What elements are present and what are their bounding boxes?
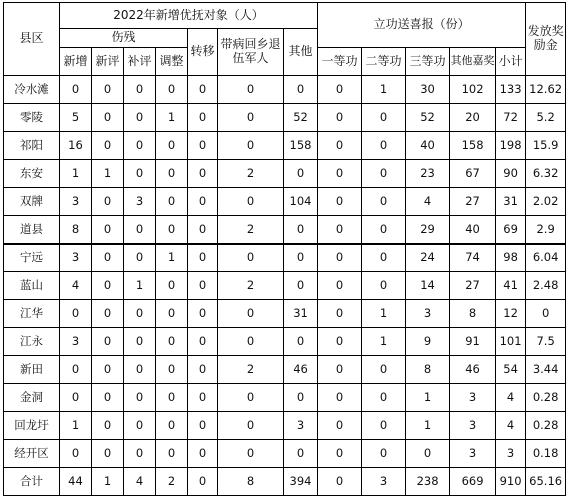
merit-first-cell: 0 (318, 216, 362, 244)
merit-third-cell: 9 (406, 328, 450, 356)
other-cell: 0 (284, 216, 318, 244)
merit-other-cell: 40 (450, 216, 496, 244)
injury-supplementary-cell: 4 (124, 468, 156, 496)
ill-returned-cell: 0 (218, 104, 284, 132)
injury-adjusted-cell: 1 (156, 244, 188, 272)
table-row (4, 160, 566, 188)
injury-new-cell: 0 (60, 300, 92, 328)
transfer-cell: 0 (188, 440, 218, 468)
merit-first-cell: 0 (318, 300, 362, 328)
reward-cell: 65.16 (526, 468, 566, 496)
injury-supplementary-cell: 0 (124, 356, 156, 384)
merit-second-cell: 0 (362, 272, 406, 300)
injury-supplementary-cell: 1 (124, 272, 156, 300)
merit-subtotal-cell: 101 (496, 328, 526, 356)
header-merit-other: 其他嘉奖 (450, 48, 496, 76)
merit-third-cell: 14 (406, 272, 450, 300)
injury-adjusted-cell: 0 (156, 188, 188, 216)
merit-other-cell: 20 (450, 104, 496, 132)
merit-second-cell: 0 (362, 412, 406, 440)
reward-cell: 2.9 (526, 216, 566, 244)
injury-adjusted-cell: 0 (156, 328, 188, 356)
merit-first-cell: 0 (318, 76, 362, 104)
table-row (4, 440, 566, 468)
injury-newly-rated-cell: 1 (92, 160, 124, 188)
injury-newly-rated-cell: 0 (92, 76, 124, 104)
reward-cell: 0.28 (526, 412, 566, 440)
merit-other-cell: 91 (450, 328, 496, 356)
ill-returned-cell: 8 (218, 468, 284, 496)
injury-adjusted-cell: 2 (156, 468, 188, 496)
merit-subtotal-cell: 69 (496, 216, 526, 244)
header-merit: 立功送喜报（份） (318, 3, 526, 48)
reward-cell: 7.5 (526, 328, 566, 356)
header-injury: 伤残 (60, 29, 188, 48)
merit-first-cell: 0 (318, 188, 362, 216)
injury-newly-rated-cell: 1 (92, 468, 124, 496)
merit-third-cell: 238 (406, 468, 450, 496)
injury-newly-rated-cell: 0 (92, 216, 124, 244)
ill-returned-cell: 2 (218, 272, 284, 300)
reward-cell: 15.9 (526, 132, 566, 160)
reward-cell: 2.02 (526, 188, 566, 216)
merit-second-cell: 0 (362, 188, 406, 216)
injury-adjusted-cell: 0 (156, 384, 188, 412)
injury-supplementary-cell: 0 (124, 76, 156, 104)
header-merit-subtotal: 小计 (496, 48, 526, 76)
table-row (4, 356, 566, 384)
merit-first-cell: 0 (318, 272, 362, 300)
injury-supplementary-cell: 0 (124, 300, 156, 328)
injury-supplementary-cell: 0 (124, 104, 156, 132)
reward-cell: 12.62 (526, 76, 566, 104)
injury-new-cell: 3 (60, 328, 92, 356)
merit-subtotal-cell: 98 (496, 244, 526, 272)
merit-first-cell: 0 (318, 132, 362, 160)
injury-newly-rated-cell: 0 (92, 328, 124, 356)
other-cell: 46 (284, 356, 318, 384)
reward-cell: 6.32 (526, 160, 566, 188)
table-row (4, 300, 566, 328)
merit-second-cell: 0 (362, 244, 406, 272)
header-merit-second: 二等功 (362, 48, 406, 76)
county-cell: 祁阳 (4, 132, 60, 160)
injury-new-cell: 3 (60, 188, 92, 216)
injury-adjusted-cell: 0 (156, 412, 188, 440)
table-row (4, 412, 566, 440)
table-row (4, 328, 566, 356)
transfer-cell: 0 (188, 412, 218, 440)
table-row (4, 104, 566, 132)
merit-third-cell: 8 (406, 356, 450, 384)
injury-adjusted-cell: 0 (156, 440, 188, 468)
injury-newly-rated-cell: 0 (92, 132, 124, 160)
other-cell: 52 (284, 104, 318, 132)
header-new-targets: 2022年新增优抚对象（人） (60, 3, 318, 29)
merit-second-cell: 0 (362, 384, 406, 412)
merit-third-cell: 1 (406, 412, 450, 440)
county-cell: 江华 (4, 300, 60, 328)
header-reward: 发放奖励金 (526, 3, 566, 76)
county-cell: 零陵 (4, 104, 60, 132)
transfer-cell: 0 (188, 132, 218, 160)
reward-cell: 0 (526, 300, 566, 328)
merit-second-cell: 0 (362, 216, 406, 244)
transfer-cell: 0 (188, 104, 218, 132)
merit-other-cell: 102 (450, 76, 496, 104)
merit-subtotal-cell: 90 (496, 160, 526, 188)
merit-subtotal-cell: 910 (496, 468, 526, 496)
injury-supplementary-cell: 0 (124, 160, 156, 188)
injury-adjusted-cell: 0 (156, 216, 188, 244)
injury-newly-rated-cell: 0 (92, 244, 124, 272)
merit-subtotal-cell: 198 (496, 132, 526, 160)
injury-newly-rated-cell: 0 (92, 188, 124, 216)
merit-first-cell: 0 (318, 384, 362, 412)
table-row (4, 384, 566, 412)
injury-new-cell: 0 (60, 76, 92, 104)
reward-cell: 2.48 (526, 272, 566, 300)
merit-subtotal-cell: 41 (496, 272, 526, 300)
merit-other-cell: 3 (450, 384, 496, 412)
county-cell: 冷水滩 (4, 76, 60, 104)
merit-subtotal-cell: 4 (496, 384, 526, 412)
other-cell: 3 (284, 412, 318, 440)
merit-third-cell: 3 (406, 300, 450, 328)
merit-third-cell: 23 (406, 160, 450, 188)
other-cell: 158 (284, 132, 318, 160)
header-transfer: 转移 (188, 29, 218, 76)
injury-new-cell: 16 (60, 132, 92, 160)
header-merit-third: 三等功 (406, 48, 450, 76)
county-cell: 经开区 (4, 440, 60, 468)
merit-other-cell: 27 (450, 188, 496, 216)
merit-second-cell: 1 (362, 328, 406, 356)
table-body (4, 3, 566, 496)
other-cell: 0 (284, 384, 318, 412)
county-cell: 宁远 (4, 244, 60, 272)
merit-subtotal-cell: 4 (496, 412, 526, 440)
merit-first-cell: 0 (318, 160, 362, 188)
merit-second-cell: 1 (362, 76, 406, 104)
merit-third-cell: 29 (406, 216, 450, 244)
merit-third-cell: 0 (406, 440, 450, 468)
ill-returned-cell: 0 (218, 244, 284, 272)
injury-newly-rated-cell: 0 (92, 412, 124, 440)
table-row (4, 216, 566, 244)
merit-third-cell: 24 (406, 244, 450, 272)
injury-newly-rated-cell: 0 (92, 104, 124, 132)
merit-first-cell: 0 (318, 468, 362, 496)
transfer-cell: 0 (188, 272, 218, 300)
injury-new-cell: 5 (60, 104, 92, 132)
total-row (4, 468, 566, 496)
header-merit-first: 一等功 (318, 48, 362, 76)
transfer-cell: 0 (188, 328, 218, 356)
injury-newly-rated-cell: 0 (92, 300, 124, 328)
transfer-cell: 0 (188, 188, 218, 216)
merit-first-cell: 0 (318, 440, 362, 468)
merit-second-cell: 0 (362, 356, 406, 384)
table-row (4, 272, 566, 300)
injury-supplementary-cell: 0 (124, 216, 156, 244)
header-row-1 (4, 3, 566, 29)
reward-cell: 6.04 (526, 244, 566, 272)
merit-subtotal-cell: 54 (496, 356, 526, 384)
merit-other-cell: 3 (450, 440, 496, 468)
merit-second-cell: 0 (362, 104, 406, 132)
merit-second-cell: 0 (362, 440, 406, 468)
merit-subtotal-cell: 3 (496, 440, 526, 468)
transfer-cell: 0 (188, 216, 218, 244)
transfer-cell: 0 (188, 76, 218, 104)
injury-new-cell: 8 (60, 216, 92, 244)
injury-adjusted-cell: 1 (156, 104, 188, 132)
header-ill-returned: 带病回乡退伍军人 (218, 29, 284, 76)
merit-other-cell: 27 (450, 272, 496, 300)
merit-subtotal-cell: 12 (496, 300, 526, 328)
transfer-cell: 0 (188, 468, 218, 496)
injury-new-cell: 0 (60, 356, 92, 384)
injury-adjusted-cell: 0 (156, 132, 188, 160)
header-injury-adjusted: 调整 (156, 48, 188, 76)
merit-subtotal-cell: 31 (496, 188, 526, 216)
reward-cell: 0.18 (526, 440, 566, 468)
merit-second-cell: 1 (362, 300, 406, 328)
header-county: 县区 (4, 3, 60, 76)
injury-new-cell: 0 (60, 384, 92, 412)
ill-returned-cell: 0 (218, 188, 284, 216)
merit-subtotal-cell: 72 (496, 104, 526, 132)
merit-subtotal-cell: 133 (496, 76, 526, 104)
injury-adjusted-cell: 0 (156, 160, 188, 188)
injury-newly-rated-cell: 0 (92, 272, 124, 300)
merit-first-cell: 0 (318, 328, 362, 356)
header-other: 其他 (284, 29, 318, 76)
table-row (4, 188, 566, 216)
merit-third-cell: 52 (406, 104, 450, 132)
merit-other-cell: 669 (450, 468, 496, 496)
header-injury-newly-rated: 新评 (92, 48, 124, 76)
injury-newly-rated-cell: 0 (92, 356, 124, 384)
merit-third-cell: 30 (406, 76, 450, 104)
injury-supplementary-cell: 0 (124, 384, 156, 412)
injury-supplementary-cell: 0 (124, 244, 156, 272)
ill-returned-cell: 0 (218, 412, 284, 440)
ill-returned-cell: 0 (218, 76, 284, 104)
header-injury-new: 新增 (60, 48, 92, 76)
transfer-cell: 0 (188, 160, 218, 188)
county-cell: 回龙圩 (4, 412, 60, 440)
reward-cell: 0.28 (526, 384, 566, 412)
merit-third-cell: 4 (406, 188, 450, 216)
other-cell: 0 (284, 440, 318, 468)
merit-first-cell: 0 (318, 244, 362, 272)
merit-second-cell: 0 (362, 132, 406, 160)
injury-new-cell: 1 (60, 412, 92, 440)
injury-new-cell: 0 (60, 440, 92, 468)
injury-newly-rated-cell: 0 (92, 440, 124, 468)
other-cell: 104 (284, 188, 318, 216)
injury-supplementary-cell: 0 (124, 440, 156, 468)
merit-other-cell: 74 (450, 244, 496, 272)
transfer-cell: 0 (188, 356, 218, 384)
county-cell: 东安 (4, 160, 60, 188)
county-cell: 江永 (4, 328, 60, 356)
merit-first-cell: 0 (318, 356, 362, 384)
injury-new-cell: 1 (60, 160, 92, 188)
injury-adjusted-cell: 0 (156, 76, 188, 104)
county-cell: 金洞 (4, 384, 60, 412)
merit-other-cell: 158 (450, 132, 496, 160)
injury-new-cell: 4 (60, 272, 92, 300)
merit-other-cell: 3 (450, 412, 496, 440)
other-cell: 0 (284, 244, 318, 272)
injury-supplementary-cell: 0 (124, 412, 156, 440)
injury-supplementary-cell: 0 (124, 132, 156, 160)
ill-returned-cell: 2 (218, 160, 284, 188)
injury-new-cell: 3 (60, 244, 92, 272)
ill-returned-cell: 0 (218, 440, 284, 468)
injury-adjusted-cell: 0 (156, 356, 188, 384)
ill-returned-cell: 2 (218, 216, 284, 244)
injury-supplementary-cell: 0 (124, 328, 156, 356)
ill-returned-cell: 0 (218, 384, 284, 412)
table-row (4, 132, 566, 160)
county-cell: 蓝山 (4, 272, 60, 300)
transfer-cell: 0 (188, 244, 218, 272)
other-cell: 394 (284, 468, 318, 496)
county-cell: 合计 (4, 468, 60, 496)
county-cell: 新田 (4, 356, 60, 384)
merit-first-cell: 0 (318, 412, 362, 440)
other-cell: 0 (284, 160, 318, 188)
county-cell: 道县 (4, 216, 60, 244)
other-cell: 0 (284, 76, 318, 104)
injury-newly-rated-cell: 0 (92, 384, 124, 412)
injury-supplementary-cell: 3 (124, 188, 156, 216)
reward-cell: 3.44 (526, 356, 566, 384)
merit-second-cell: 3 (362, 468, 406, 496)
other-cell: 31 (284, 300, 318, 328)
transfer-cell: 0 (188, 300, 218, 328)
transfer-cell: 0 (188, 384, 218, 412)
ill-returned-cell: 0 (218, 132, 284, 160)
merit-other-cell: 67 (450, 160, 496, 188)
merit-first-cell: 0 (318, 104, 362, 132)
other-cell: 0 (284, 328, 318, 356)
merit-third-cell: 40 (406, 132, 450, 160)
injury-adjusted-cell: 0 (156, 300, 188, 328)
injury-new-cell: 44 (60, 468, 92, 496)
injury-adjusted-cell: 0 (156, 272, 188, 300)
statistics-table (3, 2, 566, 496)
table-row (4, 244, 566, 272)
merit-second-cell: 0 (362, 160, 406, 188)
county-cell: 双牌 (4, 188, 60, 216)
merit-other-cell: 8 (450, 300, 496, 328)
ill-returned-cell: 0 (218, 300, 284, 328)
ill-returned-cell: 2 (218, 356, 284, 384)
merit-other-cell: 46 (450, 356, 496, 384)
other-cell: 0 (284, 272, 318, 300)
reward-cell: 5.2 (526, 104, 566, 132)
merit-third-cell: 1 (406, 384, 450, 412)
header-injury-supplementary: 补评 (124, 48, 156, 76)
ill-returned-cell: 0 (218, 328, 284, 356)
table-row (4, 76, 566, 104)
